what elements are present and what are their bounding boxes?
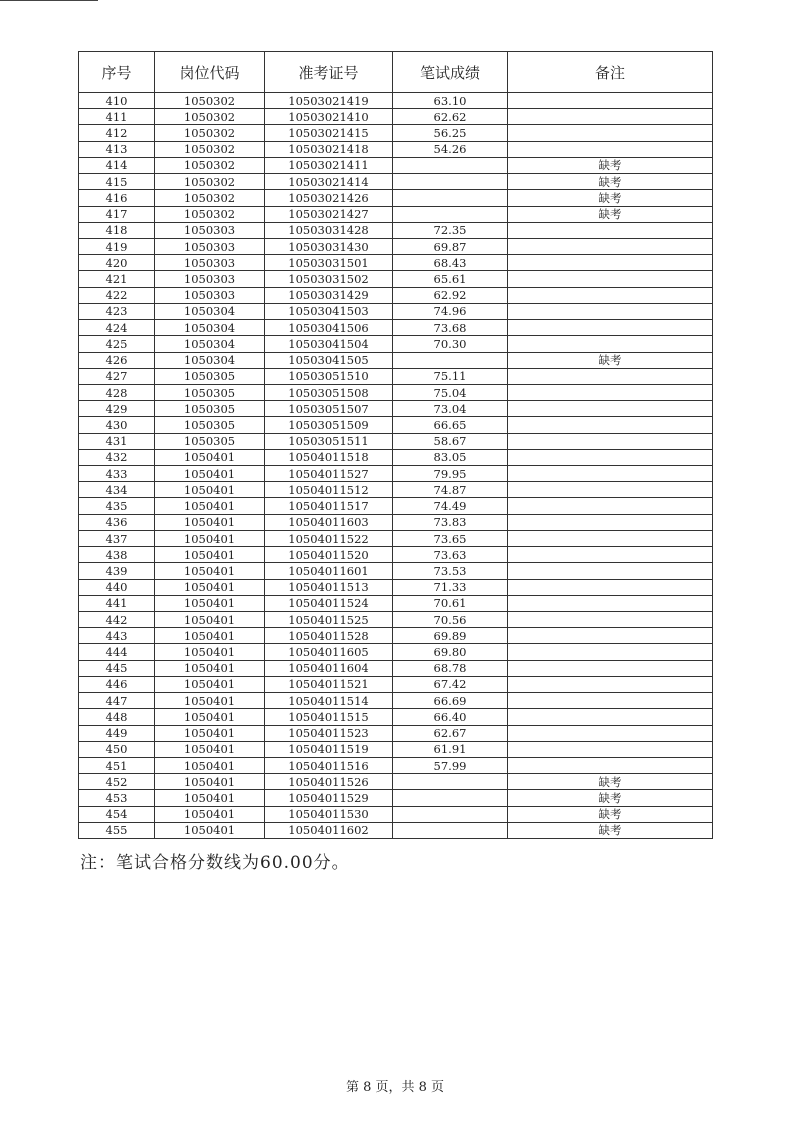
cell-ticket-number: 10504011529 xyxy=(265,790,393,806)
cell-written-score: 63.10 xyxy=(393,93,508,109)
cell-position-code: 1050302 xyxy=(155,157,265,173)
cell-remark xyxy=(508,498,713,514)
cell-serial: 421 xyxy=(79,271,155,287)
cell-position-code: 1050303 xyxy=(155,255,265,271)
cell-position-code: 1050302 xyxy=(155,109,265,125)
cell-ticket-number: 10504011520 xyxy=(265,547,393,563)
table-row xyxy=(79,255,713,271)
score-table xyxy=(78,51,713,839)
cell-serial: 433 xyxy=(79,466,155,482)
cell-ticket-number: 10503041503 xyxy=(265,303,393,319)
cell-ticket-number: 10503051510 xyxy=(265,368,393,384)
cell-position-code: 1050305 xyxy=(155,433,265,449)
cell-ticket-number: 10504011515 xyxy=(265,709,393,725)
table-row xyxy=(79,417,713,433)
cell-position-code: 1050302 xyxy=(155,174,265,190)
cell-ticket-number: 10503051508 xyxy=(265,384,393,400)
cell-position-code: 1050401 xyxy=(155,676,265,692)
cell-remark: 缺考 xyxy=(508,190,713,206)
cell-serial: 450 xyxy=(79,741,155,757)
table-row xyxy=(79,157,713,173)
header-written-score: 笔试成绩 xyxy=(393,52,508,93)
cell-serial: 419 xyxy=(79,238,155,254)
cell-position-code: 1050302 xyxy=(155,190,265,206)
cell-ticket-number: 10504011519 xyxy=(265,741,393,757)
cell-written-score: 67.42 xyxy=(393,676,508,692)
cell-remark xyxy=(508,612,713,628)
table-row xyxy=(79,352,713,368)
cell-written-score: 73.53 xyxy=(393,563,508,579)
cell-serial: 418 xyxy=(79,222,155,238)
cell-serial: 410 xyxy=(79,93,155,109)
table-row xyxy=(79,222,713,238)
cell-serial: 415 xyxy=(79,174,155,190)
table-body xyxy=(79,93,713,839)
cell-position-code: 1050401 xyxy=(155,547,265,563)
cell-ticket-number: 10504011603 xyxy=(265,514,393,530)
cell-written-score: 70.56 xyxy=(393,612,508,628)
cell-written-score xyxy=(393,352,508,368)
cell-ticket-number: 10504011518 xyxy=(265,449,393,465)
table-row xyxy=(79,206,713,222)
table-row xyxy=(79,109,713,125)
cell-ticket-number: 10503021414 xyxy=(265,174,393,190)
cell-ticket-number: 10503031501 xyxy=(265,255,393,271)
cell-written-score: 70.61 xyxy=(393,595,508,611)
cell-remark xyxy=(508,384,713,400)
footnote: 注：笔试合格分数线为60.00分。 xyxy=(80,853,350,873)
table-row xyxy=(79,660,713,676)
cell-ticket-number: 10503051511 xyxy=(265,433,393,449)
cell-written-score: 61.91 xyxy=(393,741,508,757)
table-row xyxy=(79,238,713,254)
cell-ticket-number: 10503041505 xyxy=(265,352,393,368)
cell-position-code: 1050401 xyxy=(155,449,265,465)
cell-ticket-number: 10503021415 xyxy=(265,125,393,141)
table-row xyxy=(79,125,713,141)
cell-serial: 432 xyxy=(79,449,155,465)
cell-remark xyxy=(508,709,713,725)
cell-remark xyxy=(508,482,713,498)
cell-ticket-number: 10504011524 xyxy=(265,595,393,611)
cell-serial: 448 xyxy=(79,709,155,725)
cell-position-code: 1050303 xyxy=(155,222,265,238)
cell-written-score: 70.30 xyxy=(393,336,508,352)
cell-serial: 444 xyxy=(79,644,155,660)
cell-written-score xyxy=(393,206,508,222)
cell-written-score: 69.87 xyxy=(393,238,508,254)
cell-position-code: 1050401 xyxy=(155,693,265,709)
cell-remark xyxy=(508,238,713,254)
cell-written-score: 66.65 xyxy=(393,417,508,433)
cell-serial: 435 xyxy=(79,498,155,514)
cell-ticket-number: 10503031429 xyxy=(265,287,393,303)
cell-remark xyxy=(508,530,713,546)
cell-serial: 426 xyxy=(79,352,155,368)
page-footer: 第 8 页，共 8 页 xyxy=(345,1080,445,1095)
cell-serial: 411 xyxy=(79,109,155,125)
cell-written-score: 57.99 xyxy=(393,757,508,773)
cell-written-score: 71.33 xyxy=(393,579,508,595)
cell-remark xyxy=(508,141,713,157)
table-row xyxy=(79,466,713,482)
cell-serial: 420 xyxy=(79,255,155,271)
cell-written-score: 72.35 xyxy=(393,222,508,238)
cell-serial: 438 xyxy=(79,547,155,563)
table-row xyxy=(79,482,713,498)
cell-position-code: 1050401 xyxy=(155,466,265,482)
table-row xyxy=(79,141,713,157)
table-header-row xyxy=(79,52,713,93)
cell-written-score: 69.89 xyxy=(393,628,508,644)
cell-written-score: 83.05 xyxy=(393,449,508,465)
cell-position-code: 1050401 xyxy=(155,498,265,514)
cell-remark xyxy=(508,725,713,741)
table-row xyxy=(79,790,713,806)
table-row xyxy=(79,563,713,579)
cell-remark xyxy=(508,595,713,611)
cell-serial: 428 xyxy=(79,384,155,400)
cell-ticket-number: 10503031502 xyxy=(265,271,393,287)
cell-position-code: 1050401 xyxy=(155,725,265,741)
cell-remark xyxy=(508,433,713,449)
cell-written-score xyxy=(393,790,508,806)
table-row xyxy=(79,595,713,611)
cell-position-code: 1050401 xyxy=(155,757,265,773)
cell-serial: 441 xyxy=(79,595,155,611)
cell-remark xyxy=(508,579,713,595)
cell-remark xyxy=(508,644,713,660)
cell-written-score: 75.11 xyxy=(393,368,508,384)
cell-remark xyxy=(508,303,713,319)
table-row xyxy=(79,676,713,692)
cell-written-score: 73.63 xyxy=(393,547,508,563)
cell-remark xyxy=(508,287,713,303)
cell-ticket-number: 10503051509 xyxy=(265,417,393,433)
cell-remark xyxy=(508,125,713,141)
cell-serial: 445 xyxy=(79,660,155,676)
cell-written-score: 62.92 xyxy=(393,287,508,303)
cell-position-code: 1050401 xyxy=(155,644,265,660)
cell-remark xyxy=(508,741,713,757)
table-row xyxy=(79,806,713,822)
cell-remark xyxy=(508,676,713,692)
cell-ticket-number: 10504011512 xyxy=(265,482,393,498)
table-row xyxy=(79,336,713,352)
cell-ticket-number: 10504011601 xyxy=(265,563,393,579)
table-row xyxy=(79,644,713,660)
cell-remark xyxy=(508,109,713,125)
cell-serial: 447 xyxy=(79,693,155,709)
cell-position-code: 1050401 xyxy=(155,612,265,628)
table-row xyxy=(79,530,713,546)
cell-written-score xyxy=(393,774,508,790)
cell-remark xyxy=(508,660,713,676)
table-row xyxy=(79,320,713,336)
cell-written-score: 74.96 xyxy=(393,303,508,319)
cell-ticket-number: 10503041506 xyxy=(265,320,393,336)
corner-mark xyxy=(0,0,98,1)
cell-position-code: 1050401 xyxy=(155,806,265,822)
table-row xyxy=(79,709,713,725)
cell-remark xyxy=(508,417,713,433)
cell-ticket-number: 10504011528 xyxy=(265,628,393,644)
cell-ticket-number: 10503021419 xyxy=(265,93,393,109)
table-row xyxy=(79,368,713,384)
cell-ticket-number: 10503031428 xyxy=(265,222,393,238)
table-row xyxy=(79,774,713,790)
table-row xyxy=(79,384,713,400)
cell-position-code: 1050302 xyxy=(155,141,265,157)
table-row xyxy=(79,287,713,303)
table-row xyxy=(79,271,713,287)
cell-position-code: 1050401 xyxy=(155,822,265,838)
cell-serial: 417 xyxy=(79,206,155,222)
cell-serial: 455 xyxy=(79,822,155,838)
cell-remark xyxy=(508,271,713,287)
cell-written-score: 62.62 xyxy=(393,109,508,125)
cell-serial: 422 xyxy=(79,287,155,303)
table-row xyxy=(79,401,713,417)
cell-serial: 452 xyxy=(79,774,155,790)
cell-ticket-number: 10504011521 xyxy=(265,676,393,692)
cell-remark xyxy=(508,563,713,579)
cell-written-score: 66.69 xyxy=(393,693,508,709)
cell-serial: 446 xyxy=(79,676,155,692)
cell-position-code: 1050302 xyxy=(155,125,265,141)
cell-serial: 414 xyxy=(79,157,155,173)
cell-remark: 缺考 xyxy=(508,206,713,222)
cell-position-code: 1050401 xyxy=(155,790,265,806)
table-row xyxy=(79,741,713,757)
cell-serial: 416 xyxy=(79,190,155,206)
table-row xyxy=(79,190,713,206)
header-serial: 序号 xyxy=(79,52,155,93)
cell-ticket-number: 10503021410 xyxy=(265,109,393,125)
header-remark: 备注 xyxy=(508,52,713,93)
cell-written-score: 73.04 xyxy=(393,401,508,417)
cell-position-code: 1050401 xyxy=(155,628,265,644)
cell-serial: 453 xyxy=(79,790,155,806)
cell-position-code: 1050304 xyxy=(155,352,265,368)
table-row xyxy=(79,547,713,563)
table-row xyxy=(79,579,713,595)
cell-position-code: 1050302 xyxy=(155,206,265,222)
cell-written-score: 68.43 xyxy=(393,255,508,271)
cell-remark xyxy=(508,514,713,530)
cell-serial: 430 xyxy=(79,417,155,433)
table-row xyxy=(79,433,713,449)
cell-remark: 缺考 xyxy=(508,174,713,190)
cell-remark xyxy=(508,320,713,336)
cell-serial: 424 xyxy=(79,320,155,336)
table-row xyxy=(79,725,713,741)
cell-serial: 431 xyxy=(79,433,155,449)
cell-written-score: 68.78 xyxy=(393,660,508,676)
cell-serial: 451 xyxy=(79,757,155,773)
cell-serial: 434 xyxy=(79,482,155,498)
cell-ticket-number: 10503021426 xyxy=(265,190,393,206)
cell-position-code: 1050302 xyxy=(155,93,265,109)
header-position-code: 岗位代码 xyxy=(155,52,265,93)
cell-remark xyxy=(508,466,713,482)
cell-position-code: 1050304 xyxy=(155,336,265,352)
cell-serial: 413 xyxy=(79,141,155,157)
cell-ticket-number: 10503021427 xyxy=(265,206,393,222)
cell-remark: 缺考 xyxy=(508,157,713,173)
cell-serial: 436 xyxy=(79,514,155,530)
cell-position-code: 1050304 xyxy=(155,320,265,336)
cell-position-code: 1050305 xyxy=(155,384,265,400)
cell-position-code: 1050305 xyxy=(155,368,265,384)
cell-ticket-number: 10503041504 xyxy=(265,336,393,352)
cell-ticket-number: 10504011526 xyxy=(265,774,393,790)
cell-position-code: 1050401 xyxy=(155,482,265,498)
cell-remark: 缺考 xyxy=(508,790,713,806)
cell-written-score: 74.87 xyxy=(393,482,508,498)
cell-serial: 425 xyxy=(79,336,155,352)
cell-position-code: 1050304 xyxy=(155,303,265,319)
cell-written-score: 66.40 xyxy=(393,709,508,725)
cell-serial: 439 xyxy=(79,563,155,579)
cell-position-code: 1050401 xyxy=(155,774,265,790)
cell-serial: 440 xyxy=(79,579,155,595)
cell-written-score: 73.65 xyxy=(393,530,508,546)
cell-written-score: 75.04 xyxy=(393,384,508,400)
cell-remark xyxy=(508,93,713,109)
cell-serial: 454 xyxy=(79,806,155,822)
table-row xyxy=(79,628,713,644)
cell-ticket-number: 10503021411 xyxy=(265,157,393,173)
cell-written-score: 79.95 xyxy=(393,466,508,482)
table-row xyxy=(79,174,713,190)
cell-position-code: 1050303 xyxy=(155,238,265,254)
cell-written-score: 74.49 xyxy=(393,498,508,514)
cell-position-code: 1050401 xyxy=(155,595,265,611)
table-row xyxy=(79,93,713,109)
cell-remark: 缺考 xyxy=(508,774,713,790)
cell-ticket-number: 10504011525 xyxy=(265,612,393,628)
cell-remark xyxy=(508,401,713,417)
cell-ticket-number: 10504011527 xyxy=(265,466,393,482)
cell-position-code: 1050401 xyxy=(155,530,265,546)
cell-position-code: 1050401 xyxy=(155,660,265,676)
table-row xyxy=(79,498,713,514)
cell-position-code: 1050401 xyxy=(155,709,265,725)
cell-position-code: 1050401 xyxy=(155,741,265,757)
cell-serial: 423 xyxy=(79,303,155,319)
cell-ticket-number: 10504011602 xyxy=(265,822,393,838)
cell-remark xyxy=(508,547,713,563)
table-row xyxy=(79,303,713,319)
table-row xyxy=(79,612,713,628)
cell-remark xyxy=(508,757,713,773)
cell-serial: 443 xyxy=(79,628,155,644)
table-row xyxy=(79,693,713,709)
cell-ticket-number: 10504011513 xyxy=(265,579,393,595)
cell-serial: 437 xyxy=(79,530,155,546)
cell-position-code: 1050303 xyxy=(155,287,265,303)
cell-ticket-number: 10504011530 xyxy=(265,806,393,822)
cell-remark: 缺考 xyxy=(508,822,713,838)
cell-position-code: 1050401 xyxy=(155,579,265,595)
cell-remark xyxy=(508,222,713,238)
cell-position-code: 1050305 xyxy=(155,417,265,433)
cell-written-score: 69.80 xyxy=(393,644,508,660)
cell-remark xyxy=(508,255,713,271)
cell-ticket-number: 10503021418 xyxy=(265,141,393,157)
cell-written-score: 58.67 xyxy=(393,433,508,449)
cell-remark xyxy=(508,449,713,465)
cell-position-code: 1050303 xyxy=(155,271,265,287)
cell-remark xyxy=(508,628,713,644)
cell-ticket-number: 10504011605 xyxy=(265,644,393,660)
cell-remark: 缺考 xyxy=(508,806,713,822)
cell-written-score: 73.83 xyxy=(393,514,508,530)
cell-serial: 449 xyxy=(79,725,155,741)
cell-remark xyxy=(508,693,713,709)
cell-ticket-number: 10504011514 xyxy=(265,693,393,709)
table-row xyxy=(79,449,713,465)
cell-written-score xyxy=(393,822,508,838)
header-ticket-number: 准考证号 xyxy=(265,52,393,93)
cell-ticket-number: 10504011517 xyxy=(265,498,393,514)
cell-written-score xyxy=(393,806,508,822)
cell-ticket-number: 10504011516 xyxy=(265,757,393,773)
cell-position-code: 1050401 xyxy=(155,514,265,530)
cell-written-score: 56.25 xyxy=(393,125,508,141)
cell-position-code: 1050401 xyxy=(155,563,265,579)
cell-position-code: 1050305 xyxy=(155,401,265,417)
cell-remark: 缺考 xyxy=(508,352,713,368)
cell-written-score: 65.61 xyxy=(393,271,508,287)
cell-serial: 429 xyxy=(79,401,155,417)
cell-serial: 442 xyxy=(79,612,155,628)
cell-serial: 412 xyxy=(79,125,155,141)
cell-ticket-number: 10504011523 xyxy=(265,725,393,741)
cell-written-score: 62.67 xyxy=(393,725,508,741)
table-row xyxy=(79,822,713,838)
cell-written-score xyxy=(393,174,508,190)
cell-written-score xyxy=(393,190,508,206)
table-row xyxy=(79,757,713,773)
cell-written-score: 73.68 xyxy=(393,320,508,336)
cell-written-score xyxy=(393,157,508,173)
cell-written-score: 54.26 xyxy=(393,141,508,157)
cell-ticket-number: 10503031430 xyxy=(265,238,393,254)
table-row xyxy=(79,514,713,530)
cell-ticket-number: 10503051507 xyxy=(265,401,393,417)
cell-ticket-number: 10504011604 xyxy=(265,660,393,676)
cell-serial: 427 xyxy=(79,368,155,384)
cell-remark xyxy=(508,336,713,352)
cell-remark xyxy=(508,368,713,384)
cell-ticket-number: 10504011522 xyxy=(265,530,393,546)
